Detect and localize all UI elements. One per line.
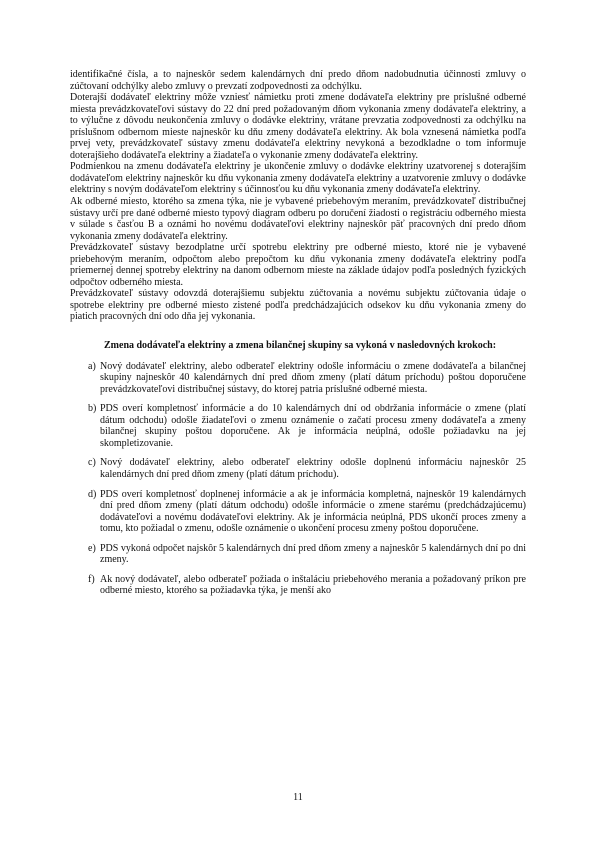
list-item xyxy=(70,574,526,597)
paragraph: identifikačné čísla, a to najneskôr sedem kalendárnych dní predo dňom nadobudnutia účinnosti zmluvy o zúčtovaní odchýlky alebo zmluvy o prevzatí zodpovednosti za odchýlku. xyxy=(70,69,526,92)
list-marker: d) xyxy=(88,488,97,500)
list-marker: c) xyxy=(88,457,96,469)
list-marker: f) xyxy=(88,573,95,585)
section-heading-line: Zmena dodávateľa elektriny a zmena bilančnej skupiny sa vykoná xyxy=(104,340,388,352)
list-marker: e) xyxy=(88,542,96,554)
list-item xyxy=(70,489,526,535)
list-marker: a) xyxy=(88,360,96,372)
page-content xyxy=(70,69,526,597)
paragraph: Ak odberné miesto, ktorého sa zmena týka, nie je vybavené priebehovým meraním, prevádzkovateľ distribučnej sústavy určí pre dané odberné miesto typový diagram odberu po doručení žiadosti o registráciu odberného miesta v súlade s časťou B a oznámi ho novému dodávateľovi elektriny najneskôr päť pracovných dní predo dňom vykonania zmeny dodávateľa elektriny. xyxy=(70,196,526,242)
list-item xyxy=(70,457,526,480)
page-number: 11 xyxy=(293,792,303,803)
list-item-text: Nový dodávateľ elektriny, alebo odberateľ elektriny odošle informáciu o zmene dodávateľa a bilančnej skupiny najneskôr 40 kalendárnych dní pred dňom zmeny (platí dátum príchodu) poštou doporučene prevádzkovateľovi distribučnej sústavy, do ktorej patria príslušné odberné miesta. xyxy=(100,360,526,395)
steps-list xyxy=(70,361,526,597)
list-item-text: Nový dodávateľ elektriny, alebo odberateľ elektriny odošle doplnenú informáciu najneskôr 25 kalendárnych dní pred dňom zmeny (platí dátum príchodu). xyxy=(100,457,526,480)
list-item-text: PDS overí kompletnosť doplnenej informácie a ak je informácia kompletná, najneskôr 19 kalendárnych dní pred dňom zmeny (platí dátum odchodu) odošle informácie o zmene starému (predchádzajúcemu) dodávateľovi a novému dodávateľovi elektriny. Ak je informácia neúplná, PDS ukončí proces zmeny a tomu, kto požiadal o zmenu, odošle oznámenie o ukončení procesu zmeny poštou doporučene. xyxy=(100,488,526,535)
paragraph: Podmienkou na zmenu dodávateľa elektriny je ukončenie zmluvy o dodávke elektriny uzatvorenej s doterajším dodávateľom elektriny najneskôr ku dňu vykonania zmeny dodávateľa elektriny a uzatvorenie zmluvy o dodávke elektriny s novým dodávateľom elektriny s účinnosťou ku dňu vykonania zmeny dodávateľa elektriny. xyxy=(70,161,526,196)
list-item xyxy=(70,543,526,566)
paragraph: Prevádzkovateľ sústavy bezodplatne určí spotrebu elektriny pre odberné miesto, ktoré nie je vybavené priebehovým meraním, odpočtom alebo prepočtom ku dňu vykonania zmeny dodávateľa elektriny podľa priemernej dennej spotreby elektriny na danom odbernom mieste na základe údajov podľa posledných fyzických odpočtov odberného miesta. xyxy=(70,242,526,288)
list-item xyxy=(70,403,526,449)
paragraph: Prevádzkovateľ sústavy odovzdá doterajšiemu subjektu zúčtovania a novému subjektu zúčtovania údaje o spotrebe elektriny pre odberné miesto zistené podľa predchádzajúcich odsekov ku dňu vykonania zmeny do piatich pracovných dní odo dňa jej vykonania. xyxy=(70,288,526,323)
list-marker: b) xyxy=(88,403,97,415)
list-item-text: PDS vykoná odpočet najskôr 5 kalendárnych dní pred dňom zmeny a najneskôr 5 kalendárnych dní po dni zmeny. xyxy=(100,542,526,566)
section-heading-line: v nasledovných krokoch: xyxy=(389,340,497,352)
list-item-text: Ak nový dodávateľ, alebo odberateľ požiada o inštaláciu priebehového merania a požadovaný príkon pre odberné miesto, ktorého sa požiadavka týka, je menší ako xyxy=(100,573,526,597)
section-heading xyxy=(70,340,526,352)
paragraph: Doterajší dodávateľ elektriny môže vzniesť námietku proti zmene dodávateľa elektriny pre príslušné odberné miesta prevádzkovateľovi sústavy do 22 dní pred požadovaným dňom vykonania zmeny dodávateľa elektriny, a to výlučne z dôvodu neukončenia zmluvy o dodávke elektriny, vrátane prevzatia zodpovednosti za odchýlku na príslušnom odbernom mieste najneskôr ku dňu zmeny dodávateľa elektriny. Ak bola vznesená námietka podľa prvej vety, prevádzkovateľ sústavy zmenu dodávateľa elektriny nevykoná a bezodkladne o tom informuje doterajšieho dodávateľa elektriny a žiadateľa o vykonanie zmeny dodávateľa elektriny. xyxy=(70,92,526,161)
list-item xyxy=(70,361,526,396)
list-item-text: PDS overí kompletnosť informácie a do 10 kalendárnych dní od obdržania informácie o zmene (platí dátum odchodu) odošle žiadateľovi o zmenu oznámenie o začatí procesu zmeny dodávateľa a zmeny bilančnej skupiny poštou doporučene. Ak je informácia neúplná, odošle požiadavku na jej skompletizovanie. xyxy=(100,403,526,449)
